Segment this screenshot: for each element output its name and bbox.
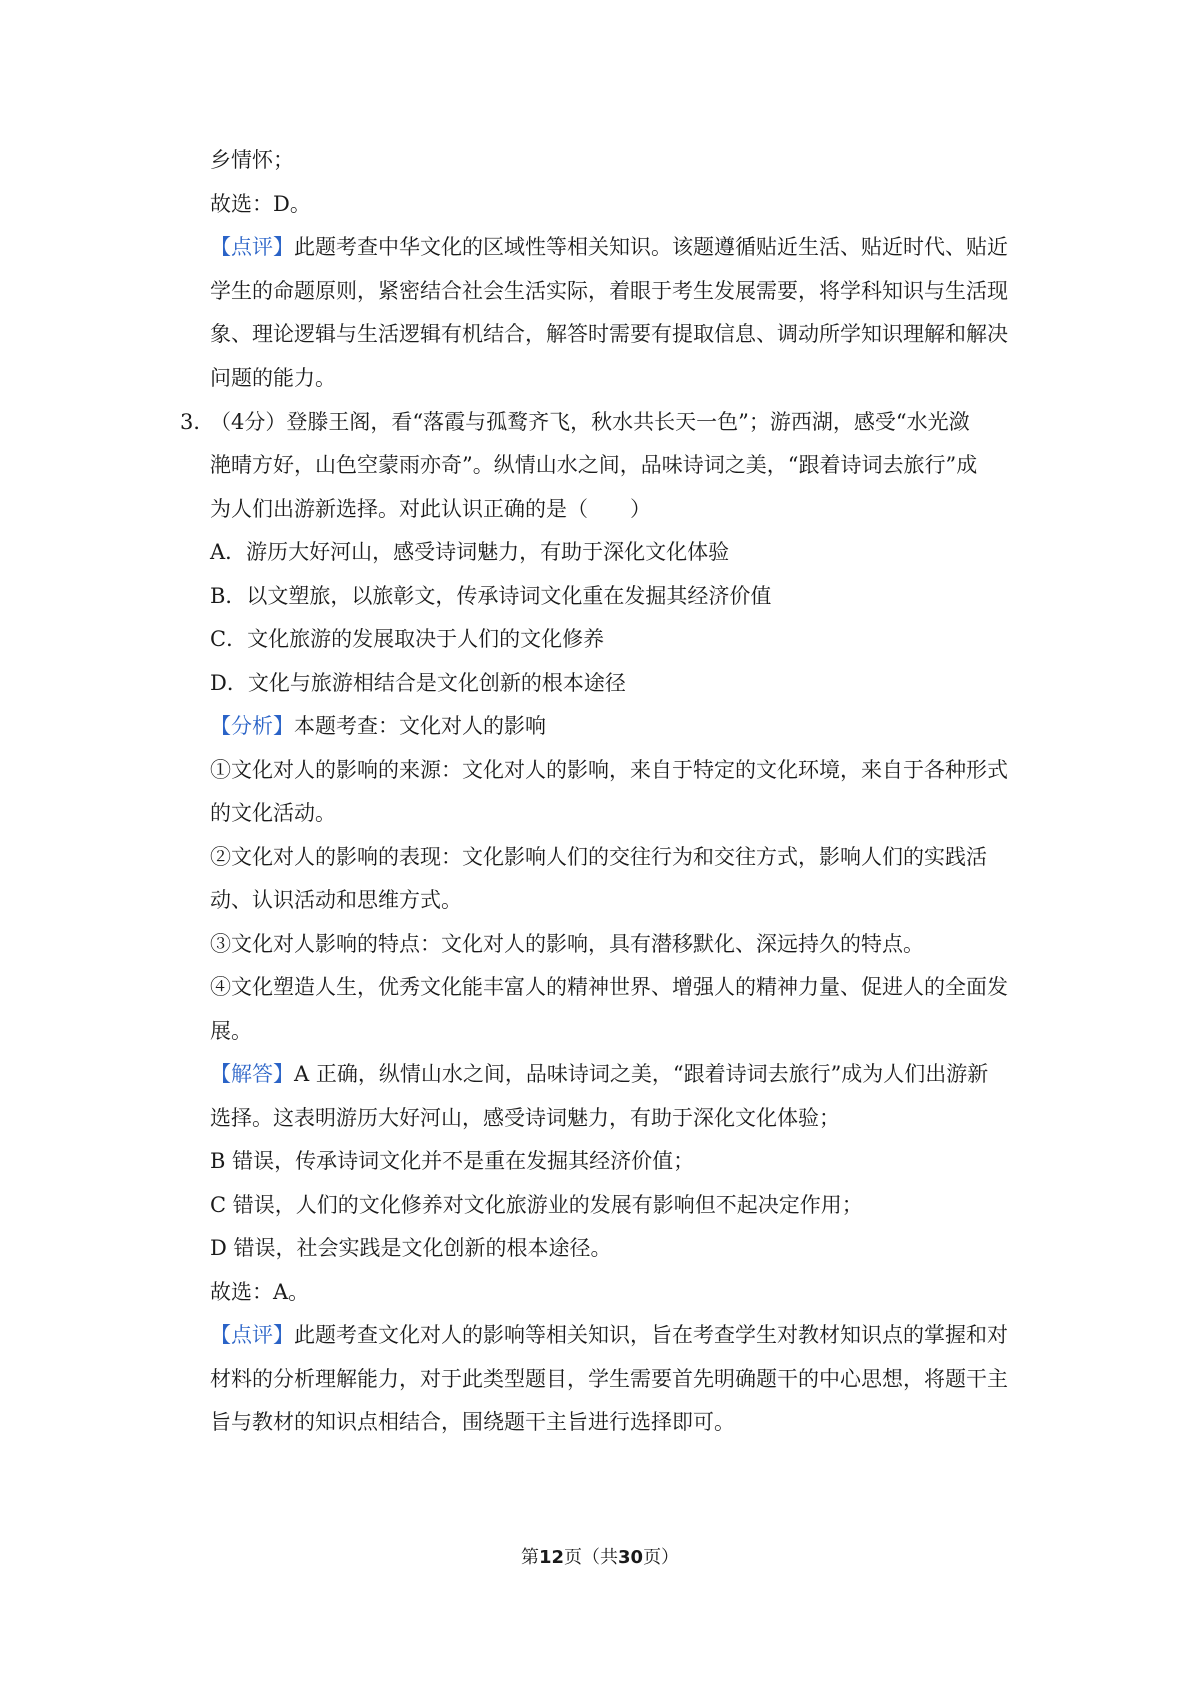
text-line: 展。 [210,1019,252,1043]
answer-tag: 【解答】 [210,1062,294,1086]
analysis-tag: 【分析】 [210,714,294,738]
option-a: A．游历大好河山，感受诗词魅力，有助于深化文化体验 [210,540,730,564]
question-stem: 滟晴方好，山色空蒙雨亦奇”。纵情山水之间，品味诗词之美，“跟着诗词去旅行”成 [210,453,978,477]
text-line: ③文化对人影响的特点：文化对人的影响，具有潜移默化、深远持久的特点。 [210,932,924,956]
question-stem: （4分）登滕王阁，看“落霞与孤鹜齐飞，秋水共长天一色”；游西湖，感受“水光潋 [210,410,970,434]
text-line: C 错误，人们的文化修养对文化旅游业的发展有影响但不起决定作用； [210,1193,863,1217]
comment-paragraph: 【点评】此题考查中华文化的区域性等相关知识。该题遵循贴近生活、贴近时代、贴近 [210,235,1008,259]
text-line: 乡情怀； [210,148,294,172]
comment-tag: 【点评】 [210,1323,294,1347]
text-line: 动、认识活动和思维方式。 [210,888,462,912]
question-number: 3． [180,410,215,434]
text-line: ②文化对人的影响的表现：文化影响人们的交往行为和交往方式，影响人们的实践活 [210,845,987,869]
text-line: 的文化活动。 [210,801,336,825]
option-c: C．文化旅游的发展取决于人们的文化修养 [210,627,605,651]
option-d: D．文化与旅游相结合是文化创新的根本途径 [210,671,626,695]
text-line: D 错误，社会实践是文化创新的根本途径。 [210,1236,612,1260]
page-footer: 第12页（共30页） [520,1547,680,1568]
analysis-paragraph: 【分析】本题考查：文化对人的影响 [210,714,546,738]
text-line: 学生的命题原则，紧密结合社会生活实际，着眼于考生发展需要，将学科知识与生活现 [210,279,1008,303]
answer-paragraph: 【解答】A 正确，纵情山水之间，品味诗词之美，“跟着诗词去旅行”成为人们出游新 [210,1062,989,1086]
comment-tag: 【点评】 [210,235,294,259]
text-line: B 错误，传承诗词文化并不是重在发掘其经济价值； [210,1149,695,1173]
text-line: ①文化对人的影响的来源：文化对人的影响，来自于特定的文化环境，来自于各种形式 [210,758,1008,782]
text-line: 象、理论逻辑与生活逻辑有机结合，解答时需要有提取信息、调动所学知识理解和解决 [210,322,1008,346]
question-stem: 为人们出游新选择。对此认识正确的是（ ） [210,497,651,521]
option-b: B．以文塑旅，以旅彰文，传承诗词文化重在发掘其经济价值 [210,584,772,608]
text-line: 故选：A。 [210,1280,310,1304]
page-number: 12 [538,1547,564,1568]
text-line: 故选：D。 [210,192,311,216]
page-total: 30 [618,1547,644,1568]
text-line: ④文化塑造人生，优秀文化能丰富人的精神世界、增强人的精神力量、促进人的全面发 [210,975,1008,999]
comment-paragraph: 【点评】此题考查文化对人的影响等相关知识，旨在考查学生对教材知识点的掌握和对 [210,1323,1008,1347]
text-line: 选择。这表明游历大好河山，感受诗词魅力，有助于深化文化体验； [210,1106,840,1130]
text-line: 问题的能力。 [210,366,336,390]
text-line: 旨与教材的知识点相结合，围绕题干主旨进行选择即可。 [210,1410,735,1434]
text-line: 材料的分析理解能力，对于此类型题目，学生需要首先明确题干的中心思想，将题干主 [210,1367,1008,1391]
